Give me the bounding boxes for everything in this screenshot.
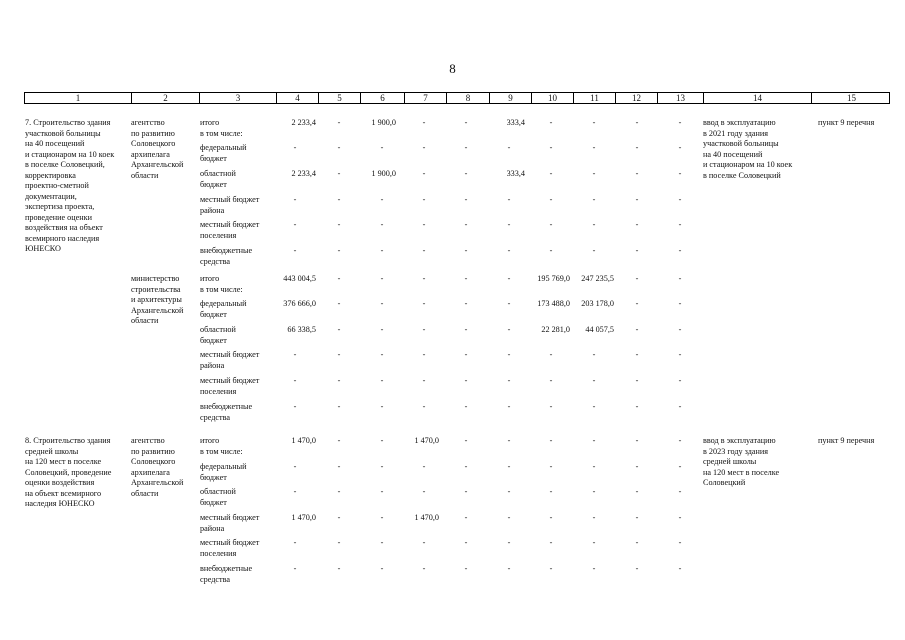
cell-dash: - bbox=[678, 402, 682, 411]
cell-dash: - bbox=[380, 402, 384, 411]
cell-v7: - bbox=[422, 538, 426, 547]
cell-dash: - bbox=[380, 299, 384, 308]
cell-dash: - bbox=[549, 538, 553, 547]
cell-dash: - bbox=[380, 513, 384, 522]
cell-dash: - bbox=[678, 487, 682, 496]
cell-dash: - bbox=[464, 350, 468, 359]
cell-dash: - bbox=[592, 436, 596, 445]
cell-dash: - bbox=[635, 325, 639, 334]
cell-dash: - bbox=[422, 246, 426, 255]
cell-dash: - bbox=[592, 195, 596, 204]
col-header-6: 6 bbox=[360, 93, 404, 103]
row-label: внебюджетные средства bbox=[200, 564, 253, 584]
cell-dash: - bbox=[380, 462, 384, 471]
row7-agency-2: министерство строительства и архитектуры Архангельской области bbox=[131, 274, 184, 325]
cell-v4: 376 666,0 bbox=[283, 299, 316, 308]
col-header-13: 13 bbox=[657, 93, 703, 103]
cell-dash: - bbox=[422, 169, 426, 178]
cell-dash: - bbox=[635, 376, 639, 385]
cell-v11: 44 057,5 bbox=[585, 325, 614, 334]
cell-v4: 2 233,4 bbox=[291, 118, 316, 127]
row-label: местный бюджет поселения bbox=[200, 538, 260, 558]
cell-dash: - bbox=[464, 564, 468, 573]
cell-v4: 443 004,5 bbox=[283, 274, 316, 283]
cell-v4: - bbox=[293, 462, 297, 471]
cell-dash: - bbox=[337, 487, 341, 496]
cell-dash: - bbox=[635, 169, 639, 178]
cell-dash: - bbox=[464, 246, 468, 255]
cell-dash: - bbox=[422, 274, 426, 283]
row8-result: ввод в эксплуатацию в 2023 году здания средней школы на 120 мест в поселке Соловецкий bbox=[703, 436, 780, 487]
cell-dash: - bbox=[678, 169, 682, 178]
cell-v7: - bbox=[422, 462, 426, 471]
cell-dash: - bbox=[635, 513, 639, 522]
cell-v11: - bbox=[592, 350, 596, 359]
cell-dash: - bbox=[337, 299, 341, 308]
cell-v11: - bbox=[592, 402, 596, 411]
col-header-7: 7 bbox=[404, 93, 446, 103]
cell-v9: 333,4 bbox=[506, 118, 525, 127]
cell-v6: 1 900,0 bbox=[371, 118, 396, 127]
cell-dash: - bbox=[422, 195, 426, 204]
cell-v4: - bbox=[293, 195, 297, 204]
row-label: местный бюджет района bbox=[200, 513, 260, 533]
col-header-9: 9 bbox=[489, 93, 531, 103]
col-header-15: 15 bbox=[811, 93, 891, 103]
row7-name: 7. Строительство здания участковой больницы на 40 посещений и стационаром на 10 коек в поселке Соловецкий, корректировка проектно-сметной документации, экспертиза проекта, проведение оценки воздействия на объект всемирного наследия ЮНЕСКО bbox=[25, 118, 115, 253]
column-number-header bbox=[24, 92, 890, 104]
cell-dash: - bbox=[592, 462, 596, 471]
cell-dash: - bbox=[422, 325, 426, 334]
cell-dash: - bbox=[337, 195, 341, 204]
cell-dash: - bbox=[507, 436, 511, 445]
cell-v6: - bbox=[380, 220, 384, 229]
cell-v4: 1 470,0 bbox=[291, 513, 316, 522]
cell-dash: - bbox=[337, 376, 341, 385]
cell-v6: - bbox=[380, 246, 384, 255]
row-label: федеральный бюджет bbox=[200, 143, 247, 163]
cell-dash: - bbox=[635, 350, 639, 359]
cell-v9: - bbox=[507, 246, 511, 255]
cell-dash: - bbox=[422, 118, 426, 127]
cell-v7: - bbox=[422, 564, 426, 573]
cell-dash: - bbox=[337, 350, 341, 359]
cell-dash: - bbox=[549, 169, 553, 178]
cell-v4: - bbox=[293, 487, 297, 496]
cell-v4: - bbox=[293, 402, 297, 411]
cell-dash: - bbox=[507, 402, 511, 411]
cell-v4: - bbox=[293, 376, 297, 385]
cell-dash: - bbox=[635, 538, 639, 547]
cell-dash: - bbox=[464, 436, 468, 445]
cell-dash: - bbox=[678, 299, 682, 308]
cell-v4: - bbox=[293, 538, 297, 547]
cell-dash: - bbox=[337, 274, 341, 283]
cell-v10: 22 281,0 bbox=[541, 325, 570, 334]
col-header-10: 10 bbox=[531, 93, 573, 103]
cell-dash: - bbox=[678, 376, 682, 385]
cell-dash: - bbox=[549, 143, 553, 152]
page-number: 8 bbox=[449, 61, 456, 76]
cell-dash: - bbox=[337, 513, 341, 522]
row-label: федеральный бюджет bbox=[200, 299, 247, 319]
row-label: областной бюджет bbox=[200, 169, 236, 189]
cell-dash: - bbox=[337, 220, 341, 229]
cell-dash: - bbox=[678, 436, 682, 445]
cell-v7: 1 470,0 bbox=[414, 436, 439, 445]
cell-dash: - bbox=[507, 564, 511, 573]
cell-dash: - bbox=[678, 513, 682, 522]
cell-dash: - bbox=[635, 462, 639, 471]
cell-dash: - bbox=[635, 220, 639, 229]
cell-dash: - bbox=[592, 564, 596, 573]
cell-dash: - bbox=[337, 169, 341, 178]
cell-dash: - bbox=[464, 274, 468, 283]
cell-dash: - bbox=[464, 538, 468, 547]
cell-dash: - bbox=[592, 538, 596, 547]
cell-dash: - bbox=[635, 143, 639, 152]
cell-dash: - bbox=[507, 462, 511, 471]
cell-dash: - bbox=[464, 299, 468, 308]
cell-v10: - bbox=[549, 350, 553, 359]
cell-dash: - bbox=[337, 538, 341, 547]
cell-dash: - bbox=[507, 376, 511, 385]
cell-v7: - bbox=[422, 487, 426, 496]
cell-v10: - bbox=[549, 376, 553, 385]
cell-v11: 203 178,0 bbox=[581, 299, 614, 308]
cell-dash: - bbox=[678, 246, 682, 255]
cell-dash: - bbox=[380, 376, 384, 385]
cell-dash: - bbox=[422, 220, 426, 229]
row-label: местный бюджет района bbox=[200, 195, 260, 215]
cell-v7: 1 470,0 bbox=[414, 513, 439, 522]
row7-result: ввод в эксплуатацию в 2021 году здания участковой больницы на 40 посещений и стационаром на 10 коек в поселке Соловецкий bbox=[703, 118, 793, 180]
cell-dash: - bbox=[464, 220, 468, 229]
cell-v4: 1 470,0 bbox=[291, 436, 316, 445]
cell-v9: - bbox=[507, 143, 511, 152]
col-header-14: 14 bbox=[703, 93, 811, 103]
cell-v4: - bbox=[293, 143, 297, 152]
cell-dash: - bbox=[464, 376, 468, 385]
cell-dash: - bbox=[678, 462, 682, 471]
row-label: местный бюджет поселения bbox=[200, 220, 260, 240]
cell-v4: - bbox=[293, 350, 297, 359]
cell-dash: - bbox=[635, 299, 639, 308]
row-label: итого в том числе: bbox=[200, 274, 243, 294]
row-label: внебюджетные средства bbox=[200, 246, 253, 266]
col-header-12: 12 bbox=[615, 93, 657, 103]
cell-dash: - bbox=[635, 436, 639, 445]
cell-dash: - bbox=[464, 325, 468, 334]
cell-dash: - bbox=[422, 402, 426, 411]
cell-dash: - bbox=[380, 538, 384, 547]
cell-dash: - bbox=[464, 402, 468, 411]
cell-dash: - bbox=[507, 487, 511, 496]
cell-v9: - bbox=[507, 195, 511, 204]
row8-agency: агентство по развитию Соловецкого архипелага Архангельской области bbox=[131, 436, 184, 498]
cell-dash: - bbox=[549, 246, 553, 255]
cell-dash: - bbox=[678, 564, 682, 573]
col-header-1: 1 bbox=[75, 93, 81, 103]
cell-dash: - bbox=[422, 376, 426, 385]
cell-dash: - bbox=[592, 169, 596, 178]
cell-dash: - bbox=[507, 299, 511, 308]
cell-dash: - bbox=[337, 564, 341, 573]
cell-dash: - bbox=[337, 325, 341, 334]
row-label: областной бюджет bbox=[200, 487, 236, 507]
cell-dash: - bbox=[337, 118, 341, 127]
cell-dash: - bbox=[337, 436, 341, 445]
cell-dash: - bbox=[464, 462, 468, 471]
row-label: внебюджетные средства bbox=[200, 402, 253, 422]
cell-dash: - bbox=[380, 564, 384, 573]
cell-dash: - bbox=[422, 350, 426, 359]
cell-dash: - bbox=[678, 220, 682, 229]
cell-dash: - bbox=[507, 350, 511, 359]
cell-dash: - bbox=[635, 274, 639, 283]
cell-dash: - bbox=[549, 220, 553, 229]
cell-dash: - bbox=[507, 513, 511, 522]
cell-dash: - bbox=[380, 274, 384, 283]
row-label: областной бюджет bbox=[200, 325, 236, 345]
row-label: местный бюджет поселения bbox=[200, 376, 260, 396]
cell-dash: - bbox=[549, 513, 553, 522]
cell-dash: - bbox=[678, 118, 682, 127]
cell-dash: - bbox=[678, 325, 682, 334]
col-header-8: 8 bbox=[446, 93, 489, 103]
cell-dash: - bbox=[592, 513, 596, 522]
cell-dash: - bbox=[422, 299, 426, 308]
row-label: итого в том числе: bbox=[200, 436, 243, 456]
row8-reference: пункт 9 перечня bbox=[818, 436, 875, 445]
cell-dash: - bbox=[337, 246, 341, 255]
cell-dash: - bbox=[507, 325, 511, 334]
cell-dash: - bbox=[464, 118, 468, 127]
cell-dash: - bbox=[549, 462, 553, 471]
cell-v4: - bbox=[293, 564, 297, 573]
cell-dash: - bbox=[549, 195, 553, 204]
cell-dash: - bbox=[507, 274, 511, 283]
row-label: федеральный бюджет bbox=[200, 462, 247, 482]
cell-dash: - bbox=[337, 462, 341, 471]
cell-dash: - bbox=[464, 143, 468, 152]
cell-v6: - bbox=[380, 143, 384, 152]
col-header-2: 2 bbox=[131, 93, 199, 103]
cell-dash: - bbox=[464, 195, 468, 204]
cell-v11: 247 235,5 bbox=[581, 274, 614, 283]
cell-dash: - bbox=[678, 350, 682, 359]
cell-dash: - bbox=[678, 538, 682, 547]
cell-v4: - bbox=[293, 246, 297, 255]
cell-dash: - bbox=[549, 564, 553, 573]
cell-dash: - bbox=[380, 436, 384, 445]
col-header-11: 11 bbox=[573, 93, 615, 103]
cell-dash: - bbox=[635, 564, 639, 573]
cell-dash: - bbox=[635, 487, 639, 496]
cell-dash: - bbox=[592, 118, 596, 127]
col-header-3: 3 bbox=[199, 93, 276, 103]
cell-dash: - bbox=[549, 487, 553, 496]
cell-v9: 333,4 bbox=[506, 169, 525, 178]
cell-dash: - bbox=[592, 246, 596, 255]
cell-dash: - bbox=[464, 513, 468, 522]
cell-dash: - bbox=[678, 274, 682, 283]
cell-v4: 66 338,5 bbox=[287, 325, 316, 334]
col-header-4: 4 bbox=[276, 93, 318, 103]
cell-dash: - bbox=[337, 402, 341, 411]
cell-dash: - bbox=[380, 325, 384, 334]
cell-dash: - bbox=[678, 143, 682, 152]
cell-dash: - bbox=[635, 195, 639, 204]
cell-dash: - bbox=[422, 143, 426, 152]
cell-dash: - bbox=[635, 118, 639, 127]
row-label: местный бюджет района bbox=[200, 350, 260, 370]
cell-dash: - bbox=[464, 169, 468, 178]
cell-dash: - bbox=[592, 487, 596, 496]
cell-dash: - bbox=[592, 143, 596, 152]
cell-v10: 195 769,0 bbox=[537, 274, 570, 283]
cell-dash: - bbox=[380, 487, 384, 496]
row8-name: 8. Строительство здания средней школы на 120 мест в поселке Соловецкий, проведение оценки воздействия на объект всемирного наследия ЮНЕСКО bbox=[25, 436, 112, 508]
cell-v11: - bbox=[592, 376, 596, 385]
cell-v9: - bbox=[507, 220, 511, 229]
cell-v6: - bbox=[380, 195, 384, 204]
cell-dash: - bbox=[464, 487, 468, 496]
col-header-5: 5 bbox=[318, 93, 360, 103]
cell-dash: - bbox=[635, 246, 639, 255]
cell-dash: - bbox=[549, 118, 553, 127]
cell-dash: - bbox=[380, 350, 384, 359]
cell-dash: - bbox=[507, 538, 511, 547]
cell-dash: - bbox=[337, 143, 341, 152]
row7-agency-1: агентство по развитию Соловецкого архипелага Архангельской области bbox=[131, 118, 184, 180]
cell-v4: 2 233,4 bbox=[291, 169, 316, 178]
row7-reference: пункт 9 перечня bbox=[818, 118, 875, 127]
cell-v6: 1 900,0 bbox=[371, 169, 396, 178]
row-label: итого в том числе: bbox=[200, 118, 243, 138]
cell-dash: - bbox=[549, 436, 553, 445]
cell-dash: - bbox=[678, 195, 682, 204]
cell-dash: - bbox=[592, 220, 596, 229]
cell-v10: 173 488,0 bbox=[537, 299, 570, 308]
cell-dash: - bbox=[635, 402, 639, 411]
cell-v10: - bbox=[549, 402, 553, 411]
cell-v4: - bbox=[293, 220, 297, 229]
